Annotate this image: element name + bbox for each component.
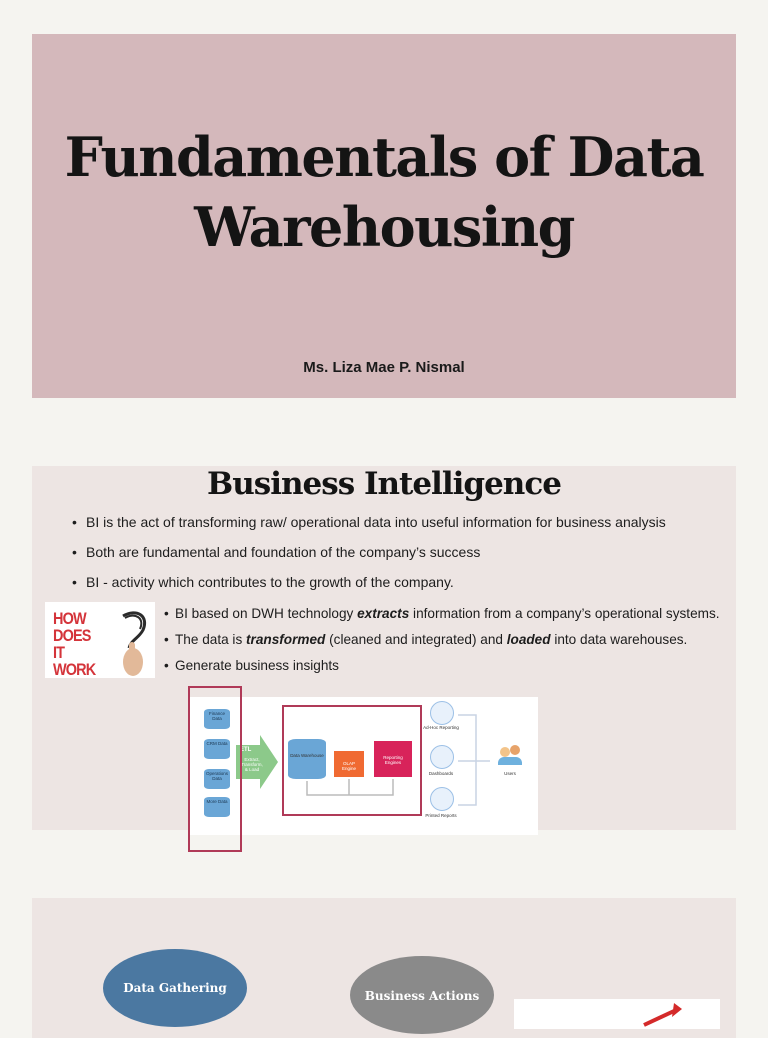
bi-cycle-slide (32, 898, 736, 1038)
warehouse-highlight-box (282, 705, 422, 816)
sources-highlight-box (188, 686, 242, 852)
printed-reports-icon (430, 787, 454, 811)
olap-label: OLAP Engine (341, 761, 356, 771)
business-actions-node: Business Actions (350, 956, 494, 1034)
slide-author: Ms. Liza Mae P. Nismal (303, 359, 465, 376)
source-finance: Finance Data (204, 709, 230, 729)
bullet-item: • Generate business insights (164, 658, 732, 673)
bullet-item: • Both are fundamental and foundation of the company’s success (72, 544, 732, 560)
dashboard-label: Dashboards (428, 771, 454, 776)
red-arrow-icon (514, 999, 720, 1029)
bullet-item: • BI based on DWH technology extracts information from a company’s operational systems. (164, 606, 732, 621)
users-icon (498, 745, 522, 767)
how-does-it-work-image (45, 602, 155, 678)
dashboard-icon (430, 745, 454, 769)
etl-sub-label: Extract, Transform, & Load (241, 757, 263, 772)
bullet-item: • The data is transformed (cleaned and integrated) and loaded into data warehouses. (164, 632, 732, 647)
reporting-label: Reporting Engines (383, 755, 403, 765)
slide-title: Business Intelligence (207, 466, 561, 502)
growth-chart-image (514, 999, 720, 1029)
how-image-text: HOW DOES IT WORK (53, 609, 96, 679)
etl-label: ETL (240, 747, 252, 753)
slide-title: Fundamentals of Data Warehousing (64, 125, 704, 259)
bullet-list (72, 514, 732, 604)
ad-hoc-label: Ad-Hoc Reporting (423, 725, 459, 730)
source-more: More Data (204, 797, 230, 817)
hand-question-icon (45, 602, 155, 678)
ad-hoc-icon (430, 701, 454, 725)
source-operations: Operations Data (204, 769, 230, 789)
data-gathering-node: Data Gathering (103, 949, 247, 1027)
users-label: Users (504, 771, 516, 776)
bullet-list-secondary (164, 606, 732, 684)
bullet-item: • BI - activity which contributes to the growth of the company. (72, 574, 732, 590)
printed-reports-label: Printed Reports (425, 813, 457, 818)
bullet-item: • BI is the act of transforming raw/ operational data into useful information for business analysis (72, 514, 732, 530)
title-slide (32, 34, 736, 398)
source-crm: CRM Data (204, 739, 230, 759)
warehouse-label: Data Warehouse (290, 753, 324, 758)
